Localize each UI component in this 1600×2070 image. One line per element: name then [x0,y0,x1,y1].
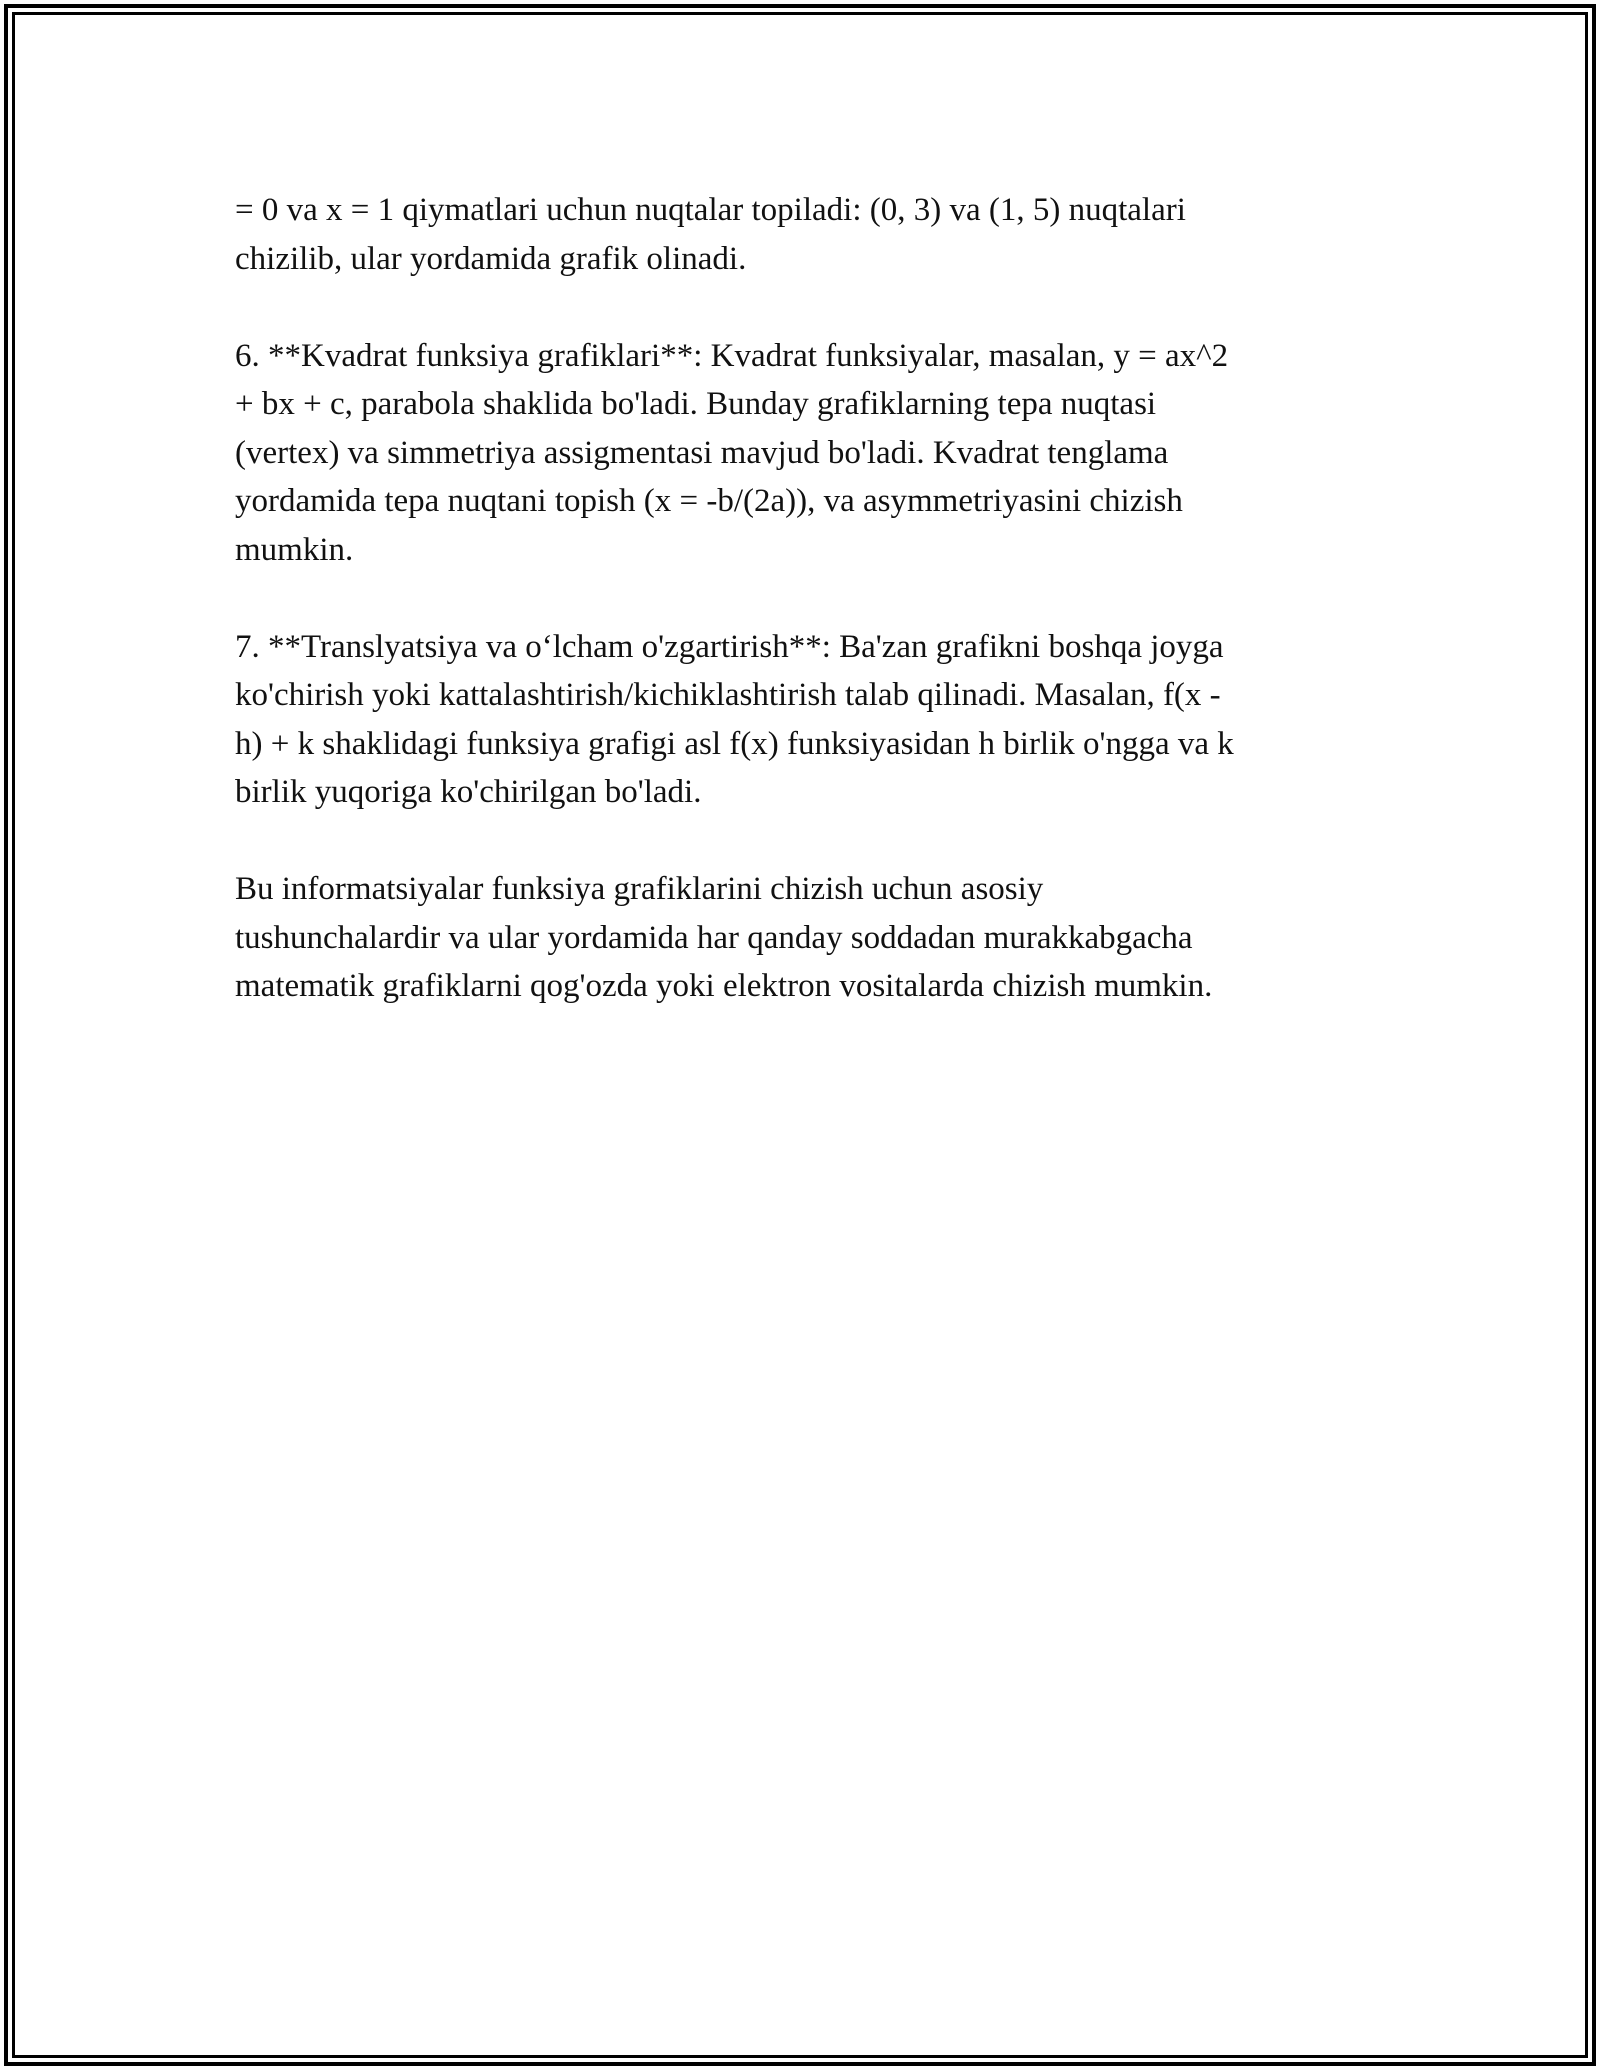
text-line: ko'chirish yoki kattalashtirish/kichiklashtirish talab qilinadi. Masalan, f(x - [235,677,1221,713]
text-line: tushunchalardir va ular yordamida har qanday soddadan murakkabgacha [235,919,1193,956]
paragraph-conclusion [235,865,1360,1011]
text-line: + bx + c, parabola shaklida bo'ladi. Bunday grafiklarning tepa nuqtasi [235,386,1157,422]
text-line: (vertex) va simmetriya assigmentasi mavjud bo'ladi. Kvadrat tenglama [235,434,1169,471]
paragraph-continuation [235,186,1360,283]
text-line: 7. **Translyatsiya va o‘lcham o'zgartirish**: Ba'zan grafikni boshqa joyga [235,628,1224,665]
text-line: = 0 va x = 1 qiymatlari uchun nuqtalar topiladi: (0, 3) va (1, 5) nuqtalari [235,192,1186,228]
text-line: h) + k shaklidagi funksiya grafigi asl f(x) funksiyasidan h birlik o'ngga va k [235,725,1234,762]
text-line: Bu informatsiyalar funksiya grafiklarini chizish uchun asosiy [235,871,1044,907]
text-line: matematik grafiklarni qog'ozda yoki elektron vositalarda chizish mumkin. [235,968,1213,1004]
paragraph-quadratic-functions [235,332,1360,575]
text-line: yordamida tepa nuqtani topish (x = -b/(2a)), va asymmetriyasini chizish [235,483,1183,519]
text-line: birlik yuqoriga ko'chirilgan bo'ladi. [235,774,702,810]
document-body [235,186,1360,1011]
text-line: 6. **Kvadrat funksiya grafiklari**: Kvadrat funksiyalar, masalan, y = ax^2 [235,337,1229,374]
text-line: mumkin. [235,531,354,568]
paragraph-translation-scaling [235,623,1360,817]
text-line: chizilib, ular yordamida grafik olinadi. [235,240,747,277]
